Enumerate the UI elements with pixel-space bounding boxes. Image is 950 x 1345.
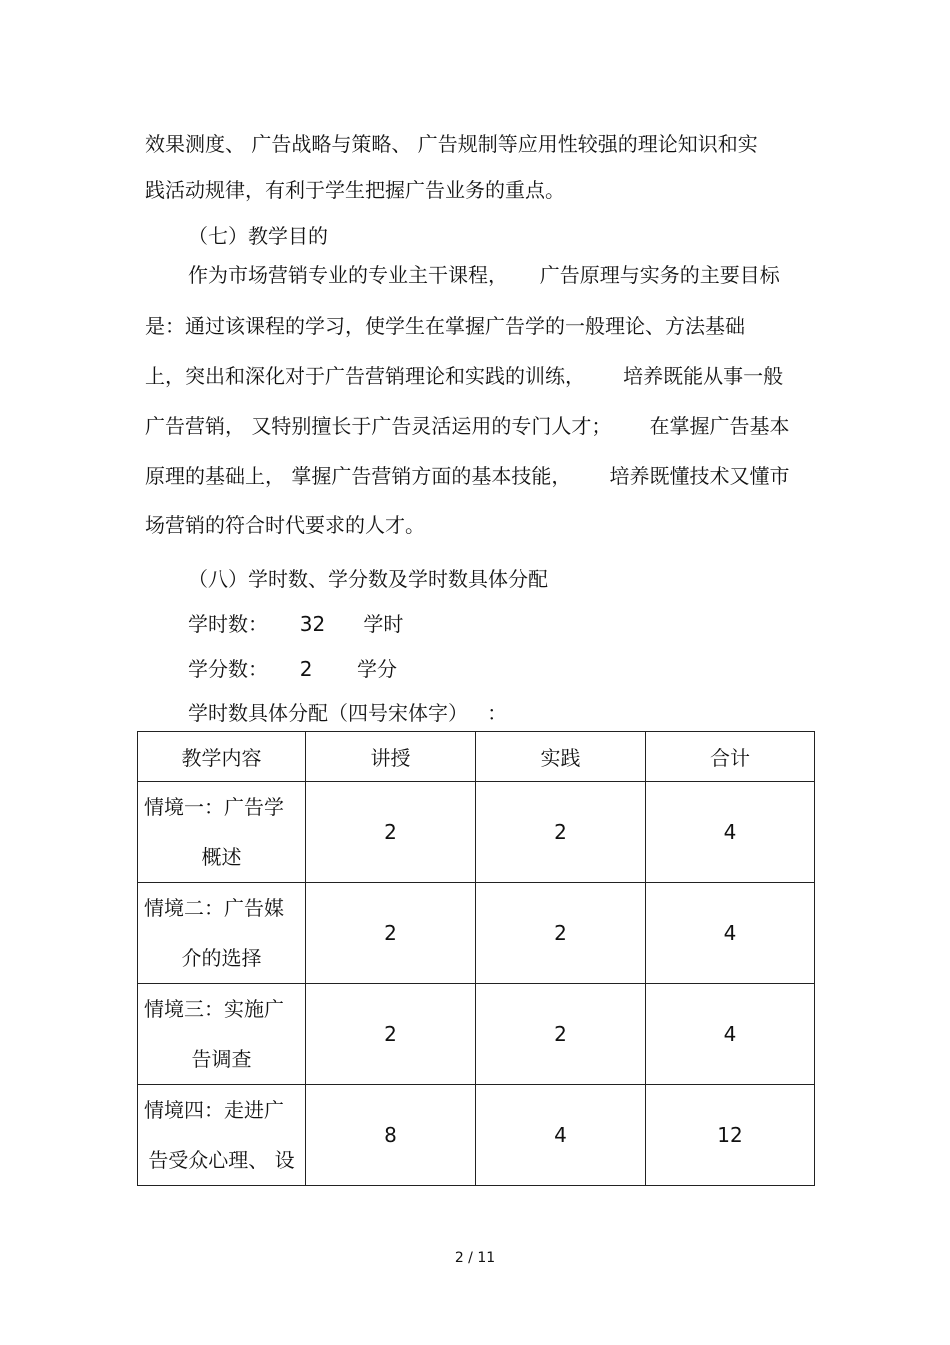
row-label-line: 情境一：广告学: [144, 795, 284, 819]
header-practice: 实践: [476, 732, 646, 782]
row-label-line: 告调查: [191, 1047, 252, 1071]
paragraph-line: 广告营销， 又特别擅长于广告灵活运用的专门人才； 在掌握广告基本: [145, 414, 790, 438]
header-content: 教学内容: [138, 732, 306, 782]
total-hours: 4: [646, 984, 815, 1085]
lecture-hours: 2: [306, 782, 476, 883]
paragraph-line: 作为市场营销专业的专业主干课程， 广告原理与实务的主要目标: [188, 263, 780, 287]
credits-line: 学分数： 2 学分: [188, 657, 398, 681]
practice-hours: 2: [476, 883, 646, 984]
total-hours: 4: [646, 883, 815, 984]
total-hours: 12: [646, 1085, 815, 1186]
row-label-line: 情境二：广告媒: [144, 896, 284, 920]
practice-hours: 4: [476, 1085, 646, 1186]
paragraph-line: 场营销的符合时代要求的人才。: [145, 513, 425, 537]
table-row: [138, 782, 815, 883]
row-label-line: 情境四：走进广: [144, 1098, 284, 1122]
table-row: [138, 883, 815, 984]
paragraph-line: 原理的基础上， 掌握广告营销方面的基本技能， 培养既懂技术又懂市: [145, 464, 790, 488]
lecture-hours: 2: [306, 883, 476, 984]
header-total: 合计: [646, 732, 815, 782]
paragraph-line: 上，突出和深化对于广告营销理论和实践的训练， 培养既能从事一般: [145, 364, 784, 388]
section-heading-8: （八）学时数、学分数及学时数具体分配: [188, 567, 548, 591]
allocation-caption: 学时数具体分配（四号宋体字） ：: [188, 701, 508, 725]
paragraph-line: 践活动规律，有利于学生把握广告业务的重点。: [145, 178, 565, 202]
practice-hours: 2: [476, 782, 646, 883]
lecture-hours: 8: [306, 1085, 476, 1186]
page-number: 2 / 11: [454, 1250, 496, 1266]
hours-allocation-table: [137, 731, 815, 1186]
header-lecture: 讲授: [306, 732, 476, 782]
practice-hours: 2: [476, 984, 646, 1085]
row-label: [138, 984, 306, 1085]
row-label: [138, 782, 306, 883]
row-label-line: 介的选择: [181, 946, 262, 970]
section-heading-7: （七）教学目的: [188, 224, 328, 248]
table-row: [138, 984, 815, 1085]
lecture-hours: 2: [306, 984, 476, 1085]
table-header-row: [138, 732, 815, 782]
row-label-line: 情境三：实施广: [144, 997, 284, 1021]
paragraph-line: 效果测度、 广告战略与策略、 广告规制等应用性较强的理论知识和实: [145, 132, 758, 156]
row-label-line: 告受众心理、 设: [148, 1148, 295, 1172]
row-label: [138, 883, 306, 984]
row-label-line: 概述: [201, 845, 242, 869]
paragraph-line: 是：通过该课程的学习，使学生在掌握广告学的一般理论、方法基础: [145, 314, 745, 338]
row-label: [138, 1085, 306, 1186]
total-hours: 4: [646, 782, 815, 883]
table-row: [138, 1085, 815, 1186]
hours-line: 学时数： 32 学时: [188, 612, 404, 636]
